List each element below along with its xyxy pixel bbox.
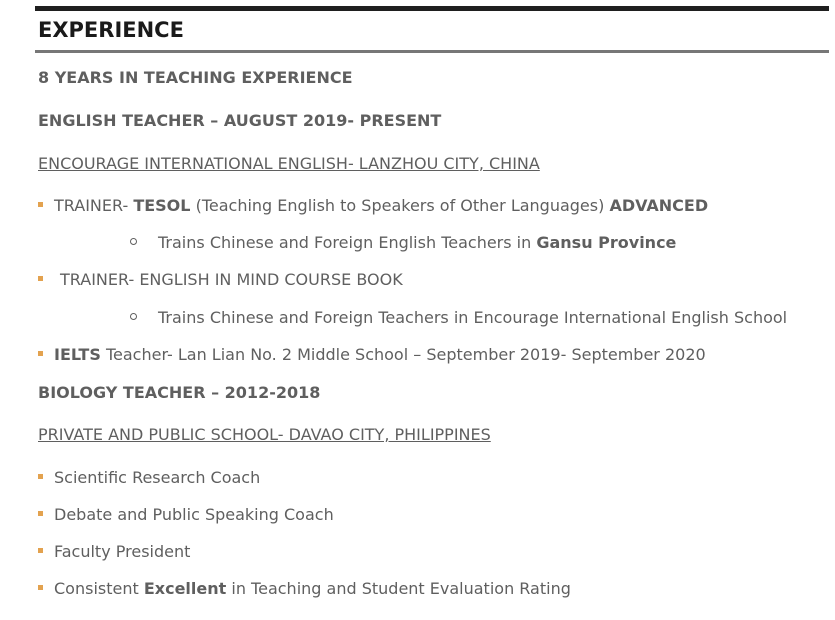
english-job-sub-encourage: [130, 308, 787, 328]
bullet-bold-text: IELTS: [54, 345, 101, 364]
bullet-bold-text: Excellent: [143, 579, 227, 598]
bullet-text: Teacher- Lan Lian No. 2 Middle School – September 2019- September 2020: [100, 345, 706, 364]
square-bullet-icon: [38, 585, 43, 590]
english-job-title: ENGLISH TEACHER – AUGUST 2019- PRESENT: [38, 111, 442, 130]
square-bullet-icon: [38, 474, 43, 479]
bullet-text: TRAINER- ENGLISH IN MIND COURSE BOOK: [60, 270, 403, 289]
sub-bullet-bold-text: Gansu Province: [536, 233, 677, 252]
circle-bullet-icon: [130, 238, 137, 245]
english-job-employer: ENCOURAGE INTERNATIONAL ENGLISH- LANZHOU CITY, CHINA: [38, 154, 540, 173]
biology-job-bullet-rating: [38, 579, 571, 599]
bullet-bold-text: ADVANCED: [609, 196, 709, 215]
bullet-bold-text: TESOL: [133, 196, 191, 215]
biology-job-employer: PRIVATE AND PUBLIC SCHOOL- DAVAO CITY, PHILIPPINES: [38, 425, 491, 444]
sub-bullet-text: Trains Chinese and Foreign English Teachers in: [158, 233, 537, 252]
english-job-bullet-ielts: [38, 345, 706, 365]
circle-bullet-icon: [130, 313, 137, 320]
english-job-sub-gansu: [130, 233, 676, 253]
biology-job-bullet-debate: [38, 505, 334, 525]
biology-job-bullet-research: [38, 468, 260, 488]
heading-divider: [35, 50, 829, 53]
bullet-text: Scientific Research Coach: [54, 468, 261, 487]
top-divider: [35, 6, 829, 11]
bullet-text: (Teaching English to Speakers of Other Languages): [190, 196, 610, 215]
bullet-text: Faculty President: [54, 542, 191, 561]
experience-summary: 8 YEARS IN TEACHING EXPERIENCE: [38, 68, 353, 87]
square-bullet-icon: [38, 202, 43, 207]
sub-bullet-text: Trains Chinese and Foreign Teachers in Encourage International English School: [158, 308, 788, 327]
square-bullet-icon: [38, 276, 43, 281]
english-job-bullet-tesol: [38, 196, 708, 216]
section-heading: EXPERIENCE: [38, 18, 184, 42]
biology-job-bullet-faculty: [38, 542, 190, 562]
bullet-text: TRAINER-: [54, 196, 134, 215]
square-bullet-icon: [38, 511, 43, 516]
square-bullet-icon: [38, 548, 43, 553]
english-job-bullet-english-in-mind: [38, 270, 403, 290]
bullet-text: in Teaching and Student Evaluation Rating: [226, 579, 571, 598]
square-bullet-icon: [38, 351, 43, 356]
bullet-text: Consistent: [54, 579, 144, 598]
biology-job-title: BIOLOGY TEACHER – 2012-2018: [38, 383, 321, 402]
bullet-text: Debate and Public Speaking Coach: [54, 505, 334, 524]
